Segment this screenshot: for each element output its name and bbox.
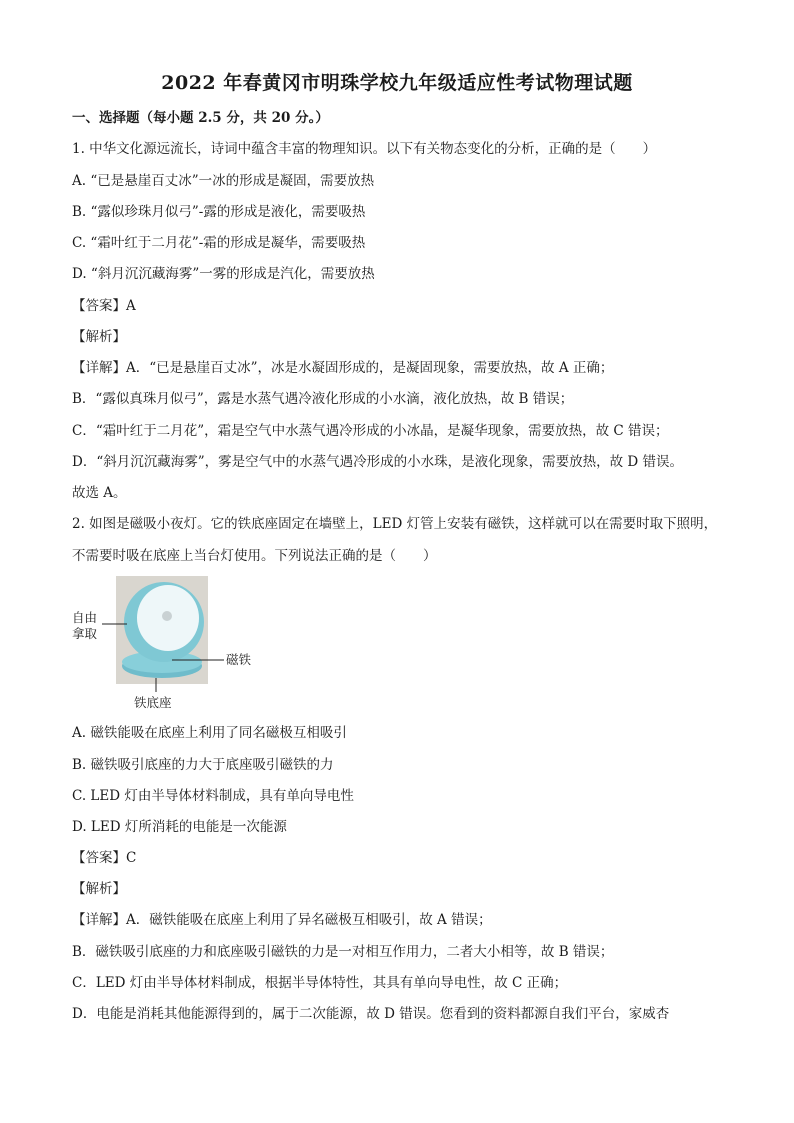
q1-option-a: A. “已是悬崖百丈冰”一冰的形成是凝固，需要放热 [72, 173, 375, 189]
q2-detail-b: B．磁铁吸引底座的力和底座吸引磁铁的力是一对相互作用力，二者大小相等，故 B 错误； [72, 944, 614, 960]
night-light-illustration [72, 574, 262, 714]
q2-option-d: D. LED 灯所消耗的电能是一次能源 [72, 819, 287, 835]
q2-detail-d: D．电能是消耗其他能源得到的，属于二次能源，故 D 错误。您看到的资料都源自我们平台，家威杏 [72, 1006, 670, 1022]
magnetic-night-light-figure [72, 574, 262, 714]
q2-option-a: A. 磁铁能吸在底座上利用了同名磁极互相吸引 [72, 725, 347, 741]
q1-answer: 【答案】A [72, 298, 136, 314]
q2-analysis-label: 【解析】 [72, 881, 126, 897]
q1-detail-b: B．“露似真珠月似弓”，露是水蒸气遇冷液化形成的小水滴，液化放热，故 B 错误； [72, 391, 574, 407]
q2-stem-line1: 2. 如图是磁吸小夜灯。它的铁底座固定在墙壁上，LED 灯管上安装有磁铁，这样就可以在需要时取下照明， [72, 516, 718, 532]
figure-label-free-take-1: 自由 [72, 610, 98, 625]
q2-answer: 【答案】C [72, 850, 137, 866]
figure-label-magnet: 磁铁 [226, 652, 252, 667]
q1-option-b: B. “露似珍珠月似弓”-露的形成是液化，需要吸热 [72, 204, 366, 220]
q1-detail-a: 【详解】A．“已是悬崖百丈冰”，冰是水凝固形成的，是凝固现象，需要放热，故 A 正确； [72, 360, 614, 376]
q1-stem: 1. 中华文化源远流长，诗词中蕴含丰富的物理知识。以下有关物态变化的分析，正确的是（ ） [72, 141, 657, 157]
led-sensor-shape [162, 611, 172, 621]
q1-option-d: D. “斜月沉沉藏海雾”一雾的形成是汽化，需要放热 [72, 266, 375, 282]
figure-label-base: 铁底座 [134, 695, 172, 710]
figure-label-free-take-2: 拿取 [72, 626, 98, 641]
q2-option-b: B. 磁铁吸引底座的力大于底座吸引磁铁的力 [72, 757, 334, 773]
q1-conclusion: 故选 A。 [72, 485, 127, 501]
q2-detail-a: 【详解】A．磁铁能吸在底座上利用了异名磁极互相吸引，故 A 错误； [72, 912, 492, 928]
page-title: 2022 年春黄冈市明珠学校九年级适应性考试物理试题 [161, 72, 633, 94]
q1-option-c: C. “霜叶红于二月花”-霜的形成是凝华，需要吸热 [72, 235, 366, 251]
q2-option-c: C. LED 灯由半导体材料制成，具有单向导电性 [72, 788, 354, 804]
q1-detail-d: D．“斜月沉沉藏海雾”，雾是空气中的水蒸气遇冷形成的小水珠，是液化现象，需要放热，故 D 错误。 [72, 454, 684, 470]
section-heading: 一、选择题（每小题 2.5 分，共 20 分。） [72, 110, 329, 126]
q1-analysis-label: 【解析】 [72, 329, 126, 345]
q1-detail-c: C．“霜叶红于二月花”，霜是空气中水蒸气遇冷形成的小冰晶，是凝华现象，需要放热，故 C 错误； [72, 423, 669, 439]
q2-stem-line2: 不需要时吸在底座上当台灯使用。下列说法正确的是（ ） [72, 548, 437, 564]
q2-detail-c: C．LED 灯由半导体材料制成，根据半导体特性，其具有单向导电性，故 C 正确； [72, 975, 568, 991]
